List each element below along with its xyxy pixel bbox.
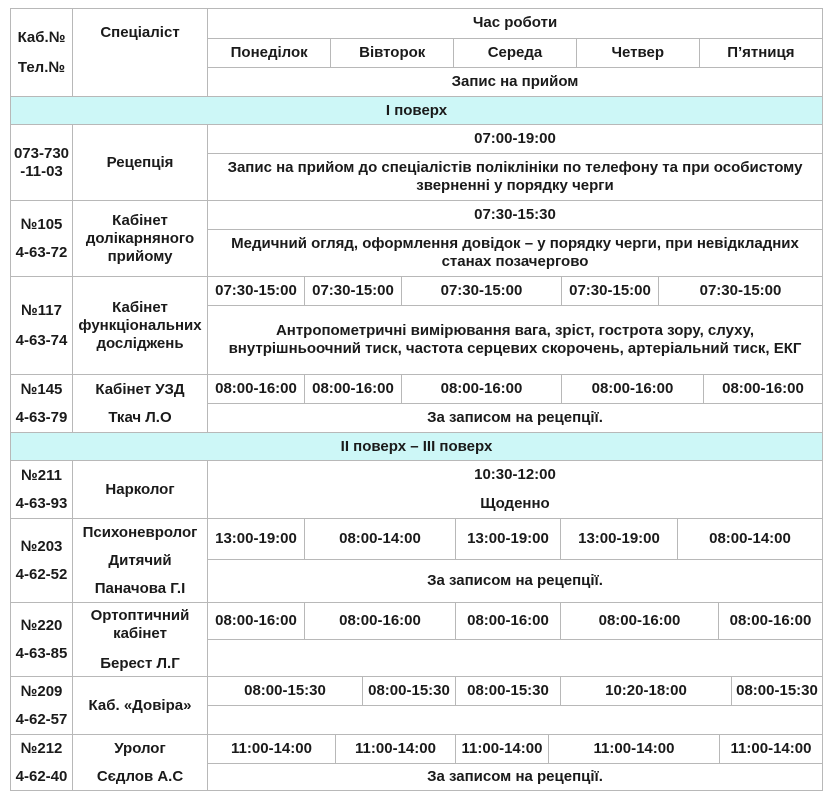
cab-number: №209 [20,682,63,700]
day-friday: П’ятниця [699,38,822,67]
schedule-cell [208,461,823,519]
table-row [11,461,823,519]
hours-monday: 13:00-19:00 [208,519,305,559]
hours-friday: 11:00-14:00 [730,739,812,757]
hours-tuesday: 07:30-15:00 [305,277,402,305]
appointment-note: За записом на рецепції. [208,763,822,790]
specialist-header: Спеціаліст [73,9,208,97]
cab-number: №105 [20,215,63,233]
hours-thursday: 08:00-16:00 [561,603,719,639]
specialist-name: Ортоптичний кабінет [90,606,190,642]
day-thursday: Четвер [576,38,699,67]
cab-tel [11,677,73,735]
hours-daily: 07:00-19:00 [474,129,556,147]
phone-number: 4-62-40 [15,767,68,785]
hours-tuesday: 08:00-16:00 [305,603,456,639]
phone-number: 4-63-79 [15,408,68,426]
specialist-name: Нарколог [73,461,208,519]
specialist-cell [73,735,208,791]
day-wednesday: Середа [454,38,577,67]
appointment-note: Запис на прийом до спеціалістів поліклініки по телефону та при особистому зверненні у порядку черги [208,153,822,200]
phone-number: 4-63-85 [15,644,68,662]
cab-number: 073-730-11-03 [11,125,73,201]
schedule-cell [208,735,823,791]
schedule-cell [208,519,823,603]
specialist-name: Кабінет функціональних досліджень [73,277,208,375]
table-row [11,277,823,375]
specialist-name: Психоневролог [82,523,198,541]
cab-tel [11,461,73,519]
appointment-note: Антропометричні вимірювання вага, зріст, гострота зору, слуху, внутрішньоочний тиск, частота серцевих скорочень, артеріальний тиск, ЕКГ [208,305,822,374]
appointment-note: Медичний огляд, оформлення довідок – у порядку черги, при невідкладних станах позачергово [208,229,822,276]
hours-monday: 08:00-16:00 [208,375,305,403]
schedule-cell [208,603,823,677]
cab-number: №211 [21,466,62,484]
specialist-name: Кабінет долікарняного прийому [73,201,208,277]
schedule-cell [208,375,823,433]
specialist-subtitle: Дитячий [108,551,172,569]
hours-friday: 08:00-14:00 [709,529,791,547]
table-row [11,375,823,433]
hours-wednesday: 08:00-15:30 [456,677,561,705]
table-header-row [11,9,823,97]
specialist-doctor: Сєдлов А.С [96,767,184,785]
hours-monday: 08:00-15:30 [208,677,363,705]
hours-wednesday: 07:30-15:00 [402,277,562,305]
specialist-name: Уролог [114,739,166,757]
hours-wednesday: 08:00-16:00 [456,603,561,639]
appointment-note: За записом на рецепції. [208,403,822,432]
specialist-doctor: Паначова Г.І [94,579,186,597]
cab-tel [11,277,73,375]
hours-wednesday: 08:00-16:00 [402,375,562,403]
schedule-table [10,8,823,791]
cab-tel [11,375,73,433]
cab-number: №220 [20,616,63,634]
schedule-cell [208,201,823,277]
specialist-name: Рецепція [73,125,208,201]
hours-tuesday: 11:00-14:00 [336,735,456,763]
appointment-note [208,639,822,676]
appointment-note [208,705,822,734]
hours-friday: 08:00-16:00 [722,379,804,397]
cab-tel [11,735,73,791]
hours-title: Час роботи [472,14,558,32]
table-row [11,735,823,791]
cab-number: №117 [21,301,62,319]
hours-monday: 08:00-16:00 [208,603,305,639]
table-row [11,125,823,201]
hours-tuesday: 08:00-15:30 [363,677,456,705]
hours-thursday: 07:30-15:00 [562,277,659,305]
hours-tuesday: 08:00-14:00 [305,519,456,559]
specialist-doctor: Ткач Л.О [108,408,172,426]
table-row [11,677,823,735]
hours-friday: 08:00-16:00 [729,611,812,629]
hours-monday: 11:00-14:00 [208,735,336,763]
specialist-cell [73,375,208,433]
table-row [11,603,823,677]
cab-number-header: Каб.№ [17,28,66,46]
floor-2-3-banner: ІІ поверх – ІІІ поверх [11,433,823,461]
schedule-cell [208,277,823,375]
phone-number: 4-63-74 [15,331,68,349]
specialist-doctor: Берест Л.Г [100,654,180,672]
hours-header-grid [208,9,822,96]
day-monday: Понеділок [208,38,331,67]
phone-number: 4-62-52 [15,565,68,583]
day-tuesday: Вівторок [331,38,454,67]
hours-daily: 10:30-12:00 [474,466,556,483]
table-row [11,201,823,277]
hours-wednesday: 11:00-14:00 [456,735,549,763]
appointment-note: За записом на рецепції. [208,559,822,602]
phone-number-header: Тел.№ [17,58,66,76]
schedule-cell [208,125,823,201]
cab-number: №203 [20,537,63,555]
header-cab-tel [11,9,73,97]
cab-number: №212 [20,739,63,757]
cab-tel [11,519,73,603]
table-row [11,519,823,603]
hours-thursday: 08:00-16:00 [562,375,704,403]
hours-thursday: 10:20-18:00 [561,677,732,705]
specialist-cell [73,603,208,677]
phone-number: 4-63-93 [15,494,68,512]
hours-friday: 07:30-15:00 [699,281,782,299]
cab-number: №145 [20,380,63,398]
hours-daily: 07:30-15:30 [474,205,556,223]
appointment-note: Щоденно [480,494,550,512]
hours-tuesday: 08:00-16:00 [305,375,402,403]
hours-wednesday: 13:00-19:00 [456,519,561,559]
hours-thursday: 13:00-19:00 [561,519,678,559]
working-hours-header [208,9,823,97]
floor-1-banner: І поверх [11,97,823,125]
hours-friday: 08:00-15:30 [736,681,818,699]
specialist-name: Кабінет УЗД [95,380,185,398]
specialist-cell [73,519,208,603]
phone-number: 4-63-72 [15,243,68,261]
hours-thursday: 11:00-14:00 [549,735,720,763]
schedule-cell [208,677,823,735]
cab-tel [11,603,73,677]
hours-monday: 07:30-15:00 [208,277,305,305]
appointment-header: Запис на прийом [208,67,822,96]
cab-tel [11,201,73,277]
phone-number: 4-62-57 [15,710,68,728]
specialist-name: Каб. «Довіра» [73,677,208,735]
